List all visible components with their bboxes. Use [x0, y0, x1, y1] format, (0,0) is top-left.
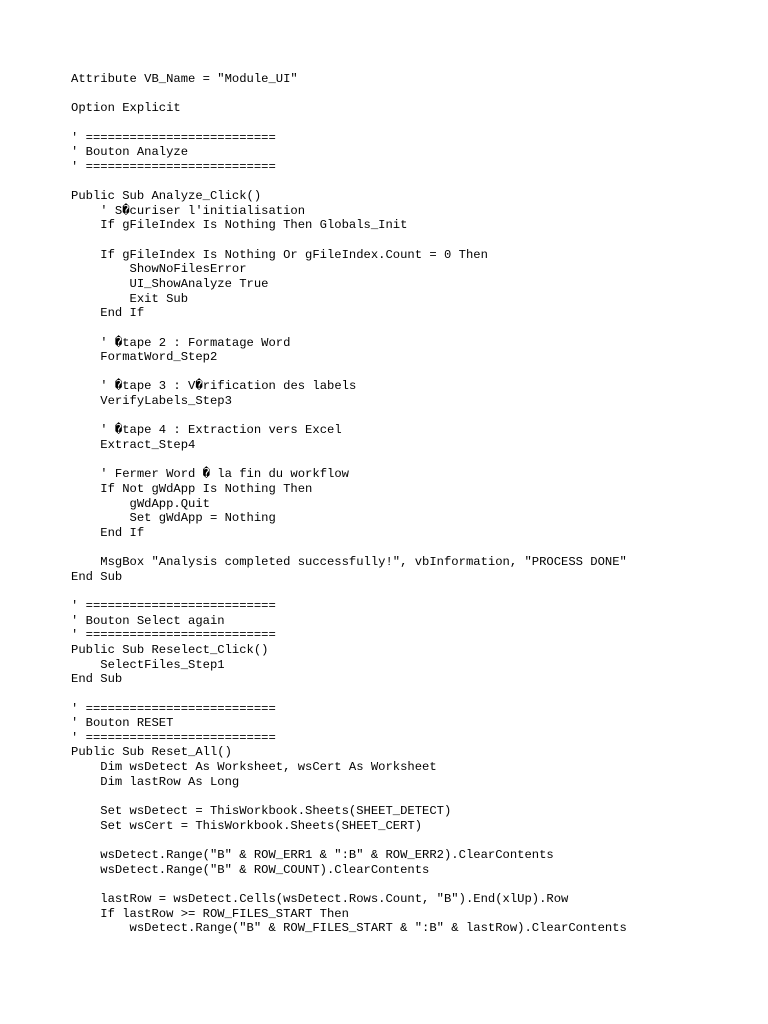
code-line: ' Fermer Word � la fin du workflow — [71, 467, 349, 482]
code-line: ' ========================== — [71, 130, 276, 145]
code-line — [71, 174, 627, 189]
code-line: wsDetect.Range("B" & ROW_COUNT).ClearContents — [71, 862, 430, 877]
code-line: ' ========================== — [71, 628, 276, 643]
code-line: wsDetect.Range("B" & ROW_ERR1 & ":B" & ROW_ERR2).ClearContents — [71, 847, 554, 862]
code-line — [71, 833, 627, 848]
code-line — [71, 687, 627, 702]
code-line: ' �tape 4 : Extraction vers Excel — [71, 423, 342, 438]
code-line: If gFileIndex Is Nothing Or gFileIndex.Count = 0 Then — [71, 247, 488, 262]
code-line: If gFileIndex Is Nothing Then Globals_Init — [71, 218, 408, 233]
code-line: SelectFiles_Step1 — [71, 657, 225, 672]
code-line: UI_ShowAnalyze True — [71, 276, 269, 291]
code-line — [71, 453, 627, 468]
code-line: ' Bouton Analyze — [71, 145, 189, 160]
code-line: ' ========================== — [71, 599, 276, 614]
code-line: ' �tape 2 : Formatage Word — [71, 335, 291, 350]
code-line: Exit Sub — [71, 291, 189, 306]
code-line: Attribute VB_Name = "Module_UI" — [71, 72, 298, 86]
code-line: Set wsDetect = ThisWorkbook.Sheets(SHEET_DETECT) — [71, 804, 452, 819]
code-line: Dim wsDetect As Worksheet, wsCert As Worksheet — [71, 760, 437, 775]
code-line: Public Sub Reset_All() — [71, 745, 232, 760]
code-line: VerifyLabels_Step3 — [71, 394, 232, 409]
code-line: ' ========================== — [71, 159, 276, 174]
code-line: Public Sub Reselect_Click() — [71, 642, 269, 657]
code-line — [71, 409, 627, 424]
code-line: Set wsCert = ThisWorkbook.Sheets(SHEET_CERT) — [71, 818, 423, 833]
code-line — [71, 87, 627, 102]
code-line: ShowNoFilesError — [71, 262, 247, 277]
code-line: If Not gWdApp Is Nothing Then — [71, 481, 313, 496]
code-line — [71, 116, 627, 131]
code-line: If lastRow >= ROW_FILES_START Then — [71, 906, 349, 921]
code-line: End If — [71, 525, 145, 540]
code-line — [71, 233, 627, 248]
code-line — [71, 541, 627, 556]
code-line — [71, 584, 627, 599]
code-line: ' Bouton RESET — [71, 716, 174, 731]
code-line — [71, 321, 627, 336]
code-line: ' �tape 3 : V�rification des labels — [71, 379, 357, 394]
code-line: ' ========================== — [71, 730, 276, 745]
code-line: Set gWdApp = Nothing — [71, 511, 276, 526]
code-listing — [71, 72, 627, 936]
code-line: End If — [71, 306, 145, 321]
code-line: FormatWord_Step2 — [71, 350, 218, 365]
code-line: wsDetect.Range("B" & ROW_FILES_START & ":B" & lastRow).ClearContents — [71, 921, 627, 936]
code-line: End Sub — [71, 672, 123, 687]
code-line — [71, 365, 627, 380]
code-line: gWdApp.Quit — [71, 496, 210, 511]
code-line: Option Explicit — [71, 101, 181, 116]
code-line: Public Sub Analyze_Click() — [71, 189, 262, 204]
code-line: Extract_Step4 — [71, 438, 196, 453]
code-line: Dim lastRow As Long — [71, 774, 240, 789]
code-line — [71, 789, 627, 804]
code-line: ' Bouton Select again — [71, 613, 225, 628]
code-line: MsgBox "Analysis completed successfully!", vbInformation, "PROCESS DONE" — [71, 555, 627, 570]
code-line: ' ========================== — [71, 701, 276, 716]
code-line: ' S�curiser l'initialisation — [71, 203, 306, 218]
code-line: lastRow = wsDetect.Cells(wsDetect.Rows.Count, "B").End(xlUp).Row — [71, 891, 569, 906]
code-line — [71, 877, 627, 892]
code-line: End Sub — [71, 569, 123, 584]
